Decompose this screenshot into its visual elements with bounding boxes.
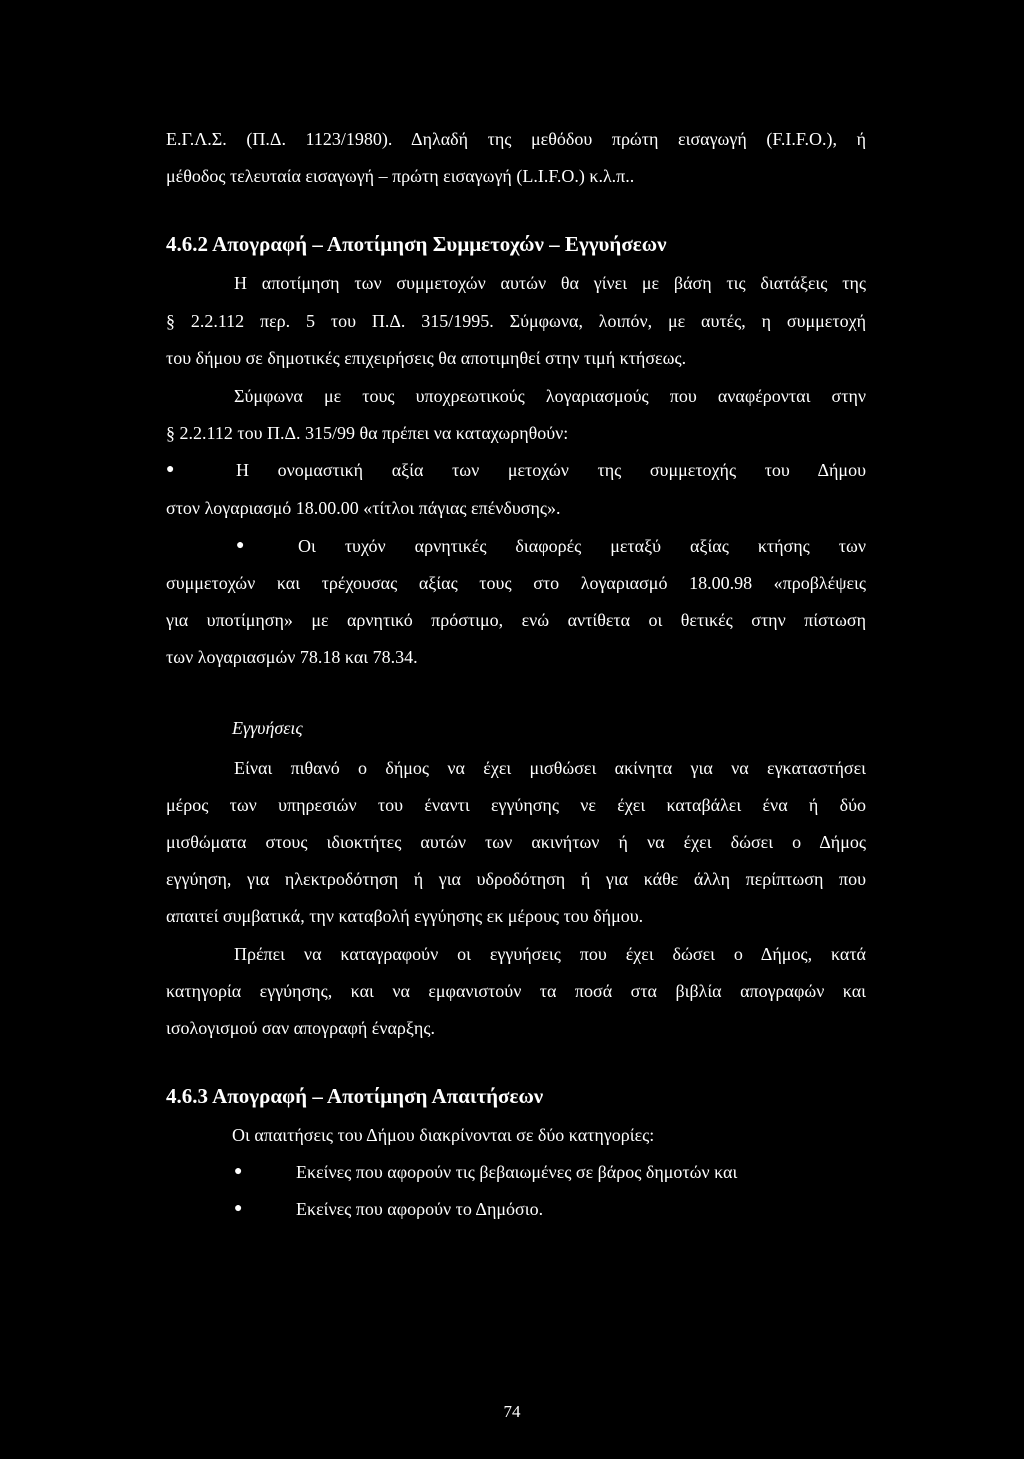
bullet-line: Εκείνες που αφορούν το Δημόσιο. [296,1199,544,1219]
paragraph-line: Οι απαιτήσεις του Δήμου διακρίνονται σε δύο κατηγορίες: [232,1125,655,1145]
intro-line: μέθοδος τελευταία εισαγωγή – πρώτη εισαγωγή (L.I.F.O.) κ.λ.π.. [166,166,635,186]
bullet-icon: ● [234,1201,243,1216]
paragraph-line: Είναι πιθανό ο δήμος να έχει μισθώσει ακίνητα για να εγκαταστήσει [234,758,866,778]
paragraph-line: Πρέπει να καταγραφούν οι εγγυήσεις που έχει δώσει ο Δήμος, κατά [234,944,866,964]
paragraph-line: εγγύηση, για ηλεκτροδότηση ή για υδροδότηση ή για κάθε άλλη περίπτωση που [166,869,866,889]
bullet-line: στον λογαριασμό 18.00.00 «τίτλοι πάγιας επένδυσης». [166,498,561,518]
section-heading-463: 4.6.3 Απογραφή – Αποτίμηση Απαιτήσεων [166,1084,544,1108]
paragraph-line: του δήμου σε δημοτικές επιχειρήσεις θα αποτιμηθεί στην τιμή κτήσεως. [166,348,687,368]
bullet-line: συμμετοχών και τρέχουσας αξίας τους στο λογαριασμό 18.00.98 «προβλέψεις [166,573,866,593]
bullet-line: Οι τυχόν αρνητικές διαφορές μεταξύ αξίας κτήσης των [298,536,866,556]
bullet-line: Εκείνες που αφορούν τις βεβαιωμένες σε βάρος δημοτών και [296,1162,738,1182]
paragraph-line: κατηγορία εγγύησης, και να εμφανιστούν τα ποσά στα βιβλία απογραφών και [166,981,866,1001]
intro-line: Ε.Γ.Λ.Σ. (Π.Δ. 1123/1980). Δηλαδή της μεθόδου πρώτη εισαγωγή (F.I.F.O.), ή [166,129,866,149]
bullet-line: για υποτίμηση» με αρνητικό πρόστιμο, ενώ αντίθετα οι θετικές στην πίστωση [166,610,866,630]
bullet-line: Η ονομαστική αξία των μετοχών της συμμετοχής του Δήμου [236,460,866,480]
paragraph-line: ισολογισμού σαν απογραφή έναρξης. [166,1018,435,1038]
paragraph-line: Η αποτίμηση των συμμετοχών αυτών θα γίνει με βάση τις διατάξεις της [234,273,866,293]
page-number: 74 [503,1402,521,1421]
paragraph-line: μισθώματα στους ιδιοκτήτες αυτών των ακινήτων ή να έχει δώσει ο Δήμος [166,832,866,852]
paragraph-line: Σύμφωνα με τους υποχρεωτικούς λογαριασμούς που αναφέρονται στην [234,386,866,406]
subheading-guarantees: Εγγυήσεις [232,718,303,738]
paragraph-line: § 2.2.112 του Π.Δ. 315/99 θα πρέπει να καταχωρηθούν: [166,423,569,443]
paragraph-line: μέρος των υπηρεσιών του έναντι εγγύησης νε έχει καταβάλει ένα ή δύο [166,795,866,815]
bullet-icon: ● [236,538,245,553]
bullet-icon: ● [166,462,175,477]
bullet-line: των λογαριασμών 78.18 και 78.34. [166,647,418,667]
paragraph-line: απαιτεί συμβατικά, την καταβολή εγγύησης εκ μέρους του δήμου. [166,906,644,926]
bullet-icon: ● [234,1164,243,1179]
paragraph-line: § 2.2.112 περ. 5 του Π.Δ. 315/1995. Σύμφωνα, λοιπόν, με αυτές, η συμμετοχή [166,311,866,331]
section-heading-462: 4.6.2 Απογραφή – Αποτίμηση Συμμετοχών – Εγγυήσεων [166,232,667,256]
